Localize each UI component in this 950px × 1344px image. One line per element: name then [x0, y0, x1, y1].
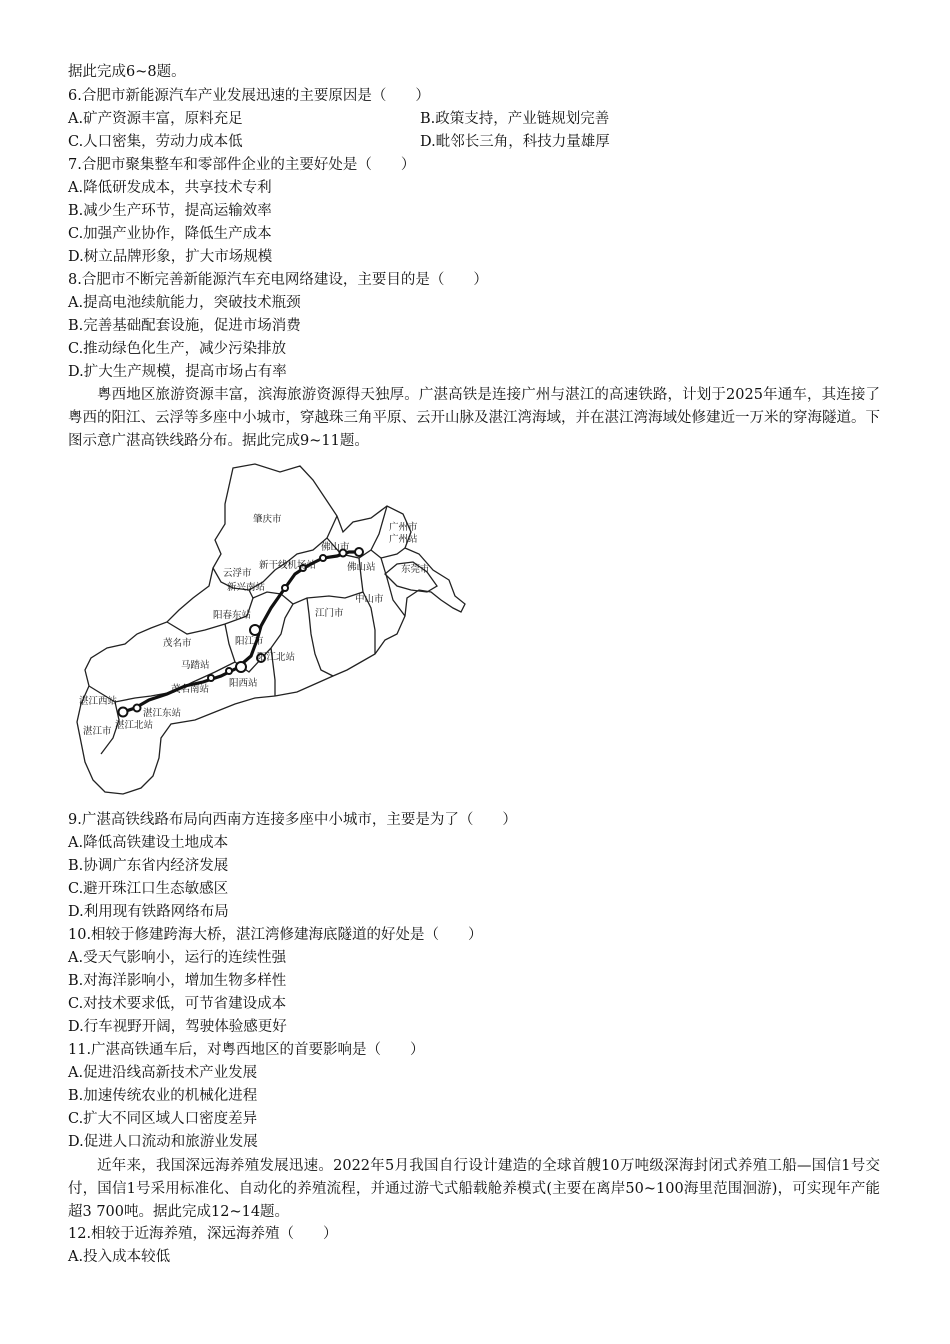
maoming-south-station-marker	[208, 675, 214, 681]
question-6-option-c: C.人口密集，劳动力成本低	[68, 134, 243, 150]
label-foshan-city: 佛山市	[321, 542, 350, 553]
label-zhanjiang-city: 湛江市	[83, 726, 112, 737]
label-yunfu: 云浮市	[223, 568, 252, 579]
instruction-6-8: 据此完成6~8题。	[68, 64, 186, 80]
question-6-option-a: A.矿产资源丰富，原料充足	[68, 111, 243, 127]
question-9-option-c: C.避开珠江口生态敏感区	[68, 881, 229, 897]
label-maoming-city: 茂名市	[163, 638, 192, 649]
label-zhanjiang-north-station: 湛江北站	[115, 720, 154, 731]
question-11-stem: 11.广湛高铁通车后，对粤西地区的首要影响是（ ）	[68, 1042, 425, 1058]
question-10-option-a: A.受天气影响小，运行的连续性强	[68, 950, 287, 966]
question-11-option-d: D.促进人口流动和旅游业发展	[68, 1134, 258, 1150]
label-yangjiang-north-station: 阳江北站	[257, 652, 296, 663]
zhanjiang-west-station-marker	[119, 708, 128, 717]
question-9-stem: 9.广湛高铁线路布局向西南方连接多座中小城市，主要是为了（ ）	[68, 812, 517, 828]
question-8-option-c: C.推动绿色化生产，减少污染排放	[68, 341, 287, 357]
question-10-option-d: D.行车视野开阔，驾驶体验感更好	[68, 1019, 287, 1035]
question-7-option-a: A.降低研发成本，共享技术专利	[68, 180, 272, 196]
question-8-option-b: B.完善基础配套设施，促进市场消费	[68, 318, 301, 334]
label-jiangmen: 江门市	[315, 608, 344, 619]
matang-station-marker	[226, 668, 232, 674]
question-12-stem: 12.相较于近海养殖，深远海养殖（ ）	[68, 1226, 338, 1242]
label-zhongshan: 中山市	[355, 594, 384, 605]
question-10-stem: 10.相较于修建跨海大桥，湛江湾修建海底隧道的好处是（ ）	[68, 927, 483, 943]
question-11-option-b: B.加速传统农业的机械化进程	[68, 1088, 258, 1104]
question-9-option-b: B.协调广东省内经济发展	[68, 858, 229, 874]
label-yangjiang-city: 阳江市	[235, 636, 264, 647]
question-8-stem: 8.合肥市不断完善新能源汽车充电网络建设，主要目的是（ ）	[68, 272, 488, 288]
zhanjiang-east-station-marker	[134, 705, 141, 712]
question-7-option-d: D.树立品牌形象，扩大市场规模	[68, 249, 273, 265]
xinganxian-airport-station-marker	[320, 555, 326, 561]
guangzhou-station-marker	[355, 548, 363, 556]
question-8-option-a: A.提高电池续航能力，突破技术瓶颈	[68, 295, 301, 311]
label-matang-station: 马踏站	[181, 660, 210, 671]
question-9-option-d: D.利用现有铁路网络布局	[68, 904, 229, 920]
label-zhaoqing: 肇庆市	[253, 514, 282, 525]
question-10-option-c: C.对技术要求低，可节省建设成本	[68, 996, 287, 1012]
label-zhanjiang-west-station: 湛江西站	[79, 696, 118, 707]
label-dongguan: 东莞市	[401, 564, 430, 575]
question-6-stem: 6.合肥市新能源汽车产业发展迅速的主要原因是（ ）	[68, 88, 430, 104]
question-11-option-c: C.扩大不同区域人口密度差异	[68, 1111, 258, 1127]
question-11-option-a: A.促进沿线高新技术产业发展	[68, 1065, 258, 1081]
label-guangzhou-station: 广州站	[389, 534, 418, 545]
question-7-option-c: C.加强产业协作，降低生产成本	[68, 226, 272, 242]
label-yangchun-east-station: 阳春东站	[213, 610, 252, 621]
question-6-option-d: D.毗邻长三角，科技力量雄厚	[420, 134, 610, 150]
passage-12-14: 近年来，我国深远海养殖发展迅速。2022年5月我国自行设计建造的全球首艘10万吨级深海封闭式养殖工船—国信1号交付，国信1号采用标准化、自动化的养殖流程，并通过游弋式船载舱养模式(主要在离岸50~100海里范围洄游)，可实现年产能超3 700吨。据此完成12~14题。	[68, 1158, 880, 1220]
yangxi-station-marker	[236, 662, 246, 672]
question-10-option-b: B.对海洋影响小，增加生物多样性	[68, 973, 287, 989]
label-xinxing-south-station: 新兴南站	[227, 582, 266, 593]
railway-map	[75, 458, 475, 798]
label-maoming-south-station: 茂名南站	[171, 684, 210, 695]
label-guangzhou-city: 广州市	[389, 522, 418, 533]
question-9-option-a: A.降低高铁建设土地成本	[68, 835, 229, 851]
question-6-option-b: B.政策支持，产业链规划完善	[420, 111, 610, 127]
label-yangxi-station: 阳西站	[229, 678, 258, 689]
label-xinganxian-airport-station: 新干线机场站	[259, 560, 317, 571]
question-8-option-d: D.扩大生产规模，提高市场占有率	[68, 364, 287, 380]
label-zhanjiang-east-station: 湛江东站	[143, 708, 182, 719]
yangchun-east-station-marker	[282, 585, 288, 591]
label-foshan-station: 佛山站	[347, 562, 376, 573]
yangchun-east-node-marker	[250, 625, 260, 635]
question-12-option-a: A.投入成本较低	[68, 1249, 171, 1265]
passage-9-11: 粤西地区旅游资源丰富，滨海旅游资源得天独厚。广湛高铁是连接广州与湛江的高速铁路，计划于2025年通车，其连接了粤西的阳江、云浮等多座中小城市，穿越珠三角平原、云开山脉及湛江湾海域，并在湛江湾海域处修建近一万米的穿海隧道。下图示意广湛高铁线路分布。据此完成9~11题。	[68, 387, 880, 449]
question-7-option-b: B.减少生产环节，提高运输效率	[68, 203, 272, 219]
question-7-stem: 7.合肥市聚集整车和零部件企业的主要好处是（ ）	[68, 157, 416, 173]
